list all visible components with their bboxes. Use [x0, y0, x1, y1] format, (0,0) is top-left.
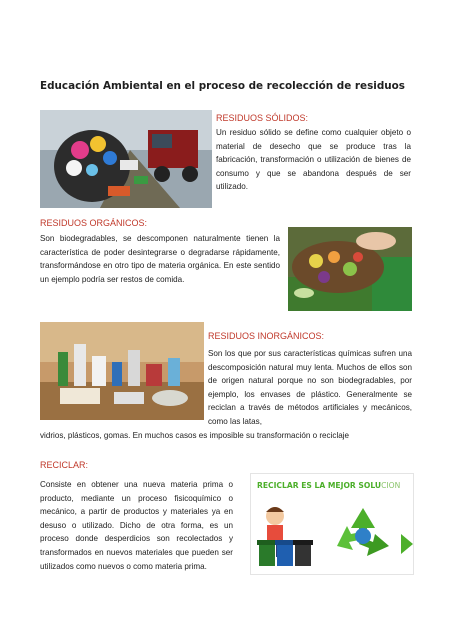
poster-banner-tail: CION	[381, 481, 401, 490]
heading-reciclar: RECICLAR:	[40, 460, 89, 470]
heading-residuos-solidos: RESIDUOS SÓLIDOS:	[216, 113, 309, 123]
paragraph-reciclar: Consiste en obtener una nueva materia prima o producto, mediante un proceso fisicoquímico o mecánico, a partir de productos y materiales ya en desuso o utilizado. Dicho de otra forma, es un proceso donde desperdicios son recolectados y transformados en nuevos materiales que pueden ser utilizados como nuevos o como materia prima.	[40, 480, 233, 571]
heading-residuos-organicos: RESIDUOS ORGÁNICOS:	[40, 218, 148, 228]
paragraph-residuos-organicos: Son biodegradables, se descomponen naturalmente tienen la característica de poder desintegrarse o degradarse rápidamente, transformándose en otro tipo de materia orgánica. En este sentido un ejemplo podría ser restos de comida.	[40, 234, 280, 284]
organic-waste-photo	[288, 227, 412, 311]
paragraph-residuos-inorganicos-continued: vidrios, plásticos, gomas. En muchos casos es imposible su transformación o reciclaje	[40, 431, 350, 440]
recycling-poster	[250, 473, 414, 575]
inorganic-waste-photo	[40, 322, 204, 420]
page-title: Educación Ambiental en el proceso de recolección de residuos	[40, 80, 405, 92]
heading-residuos-inorganicos: RESIDUOS INORGÁNICOS:	[208, 331, 325, 341]
paragraph-residuos-inorganicos: Son los que por sus características químicas sufren una descomposición natural muy lenta. Muchos de ellos son de origen natural porque no son biodegradables, por ejemplo, los envases de plástico. Generalmente se reciclan a través de métodos artificiales y mecánicos, como las latas,	[208, 349, 412, 426]
solid-waste-photo	[40, 110, 212, 208]
paragraph-residuos-solidos: Un residuo sólido se define como cualquier objeto o material de desecho que se produce tras la fabricación, transformación o utilización de bienes de consumo y que se abandona después de ser utilizado.	[216, 128, 411, 192]
poster-banner-main: RECICLAR ES LA MEJOR SOLU	[257, 481, 382, 490]
